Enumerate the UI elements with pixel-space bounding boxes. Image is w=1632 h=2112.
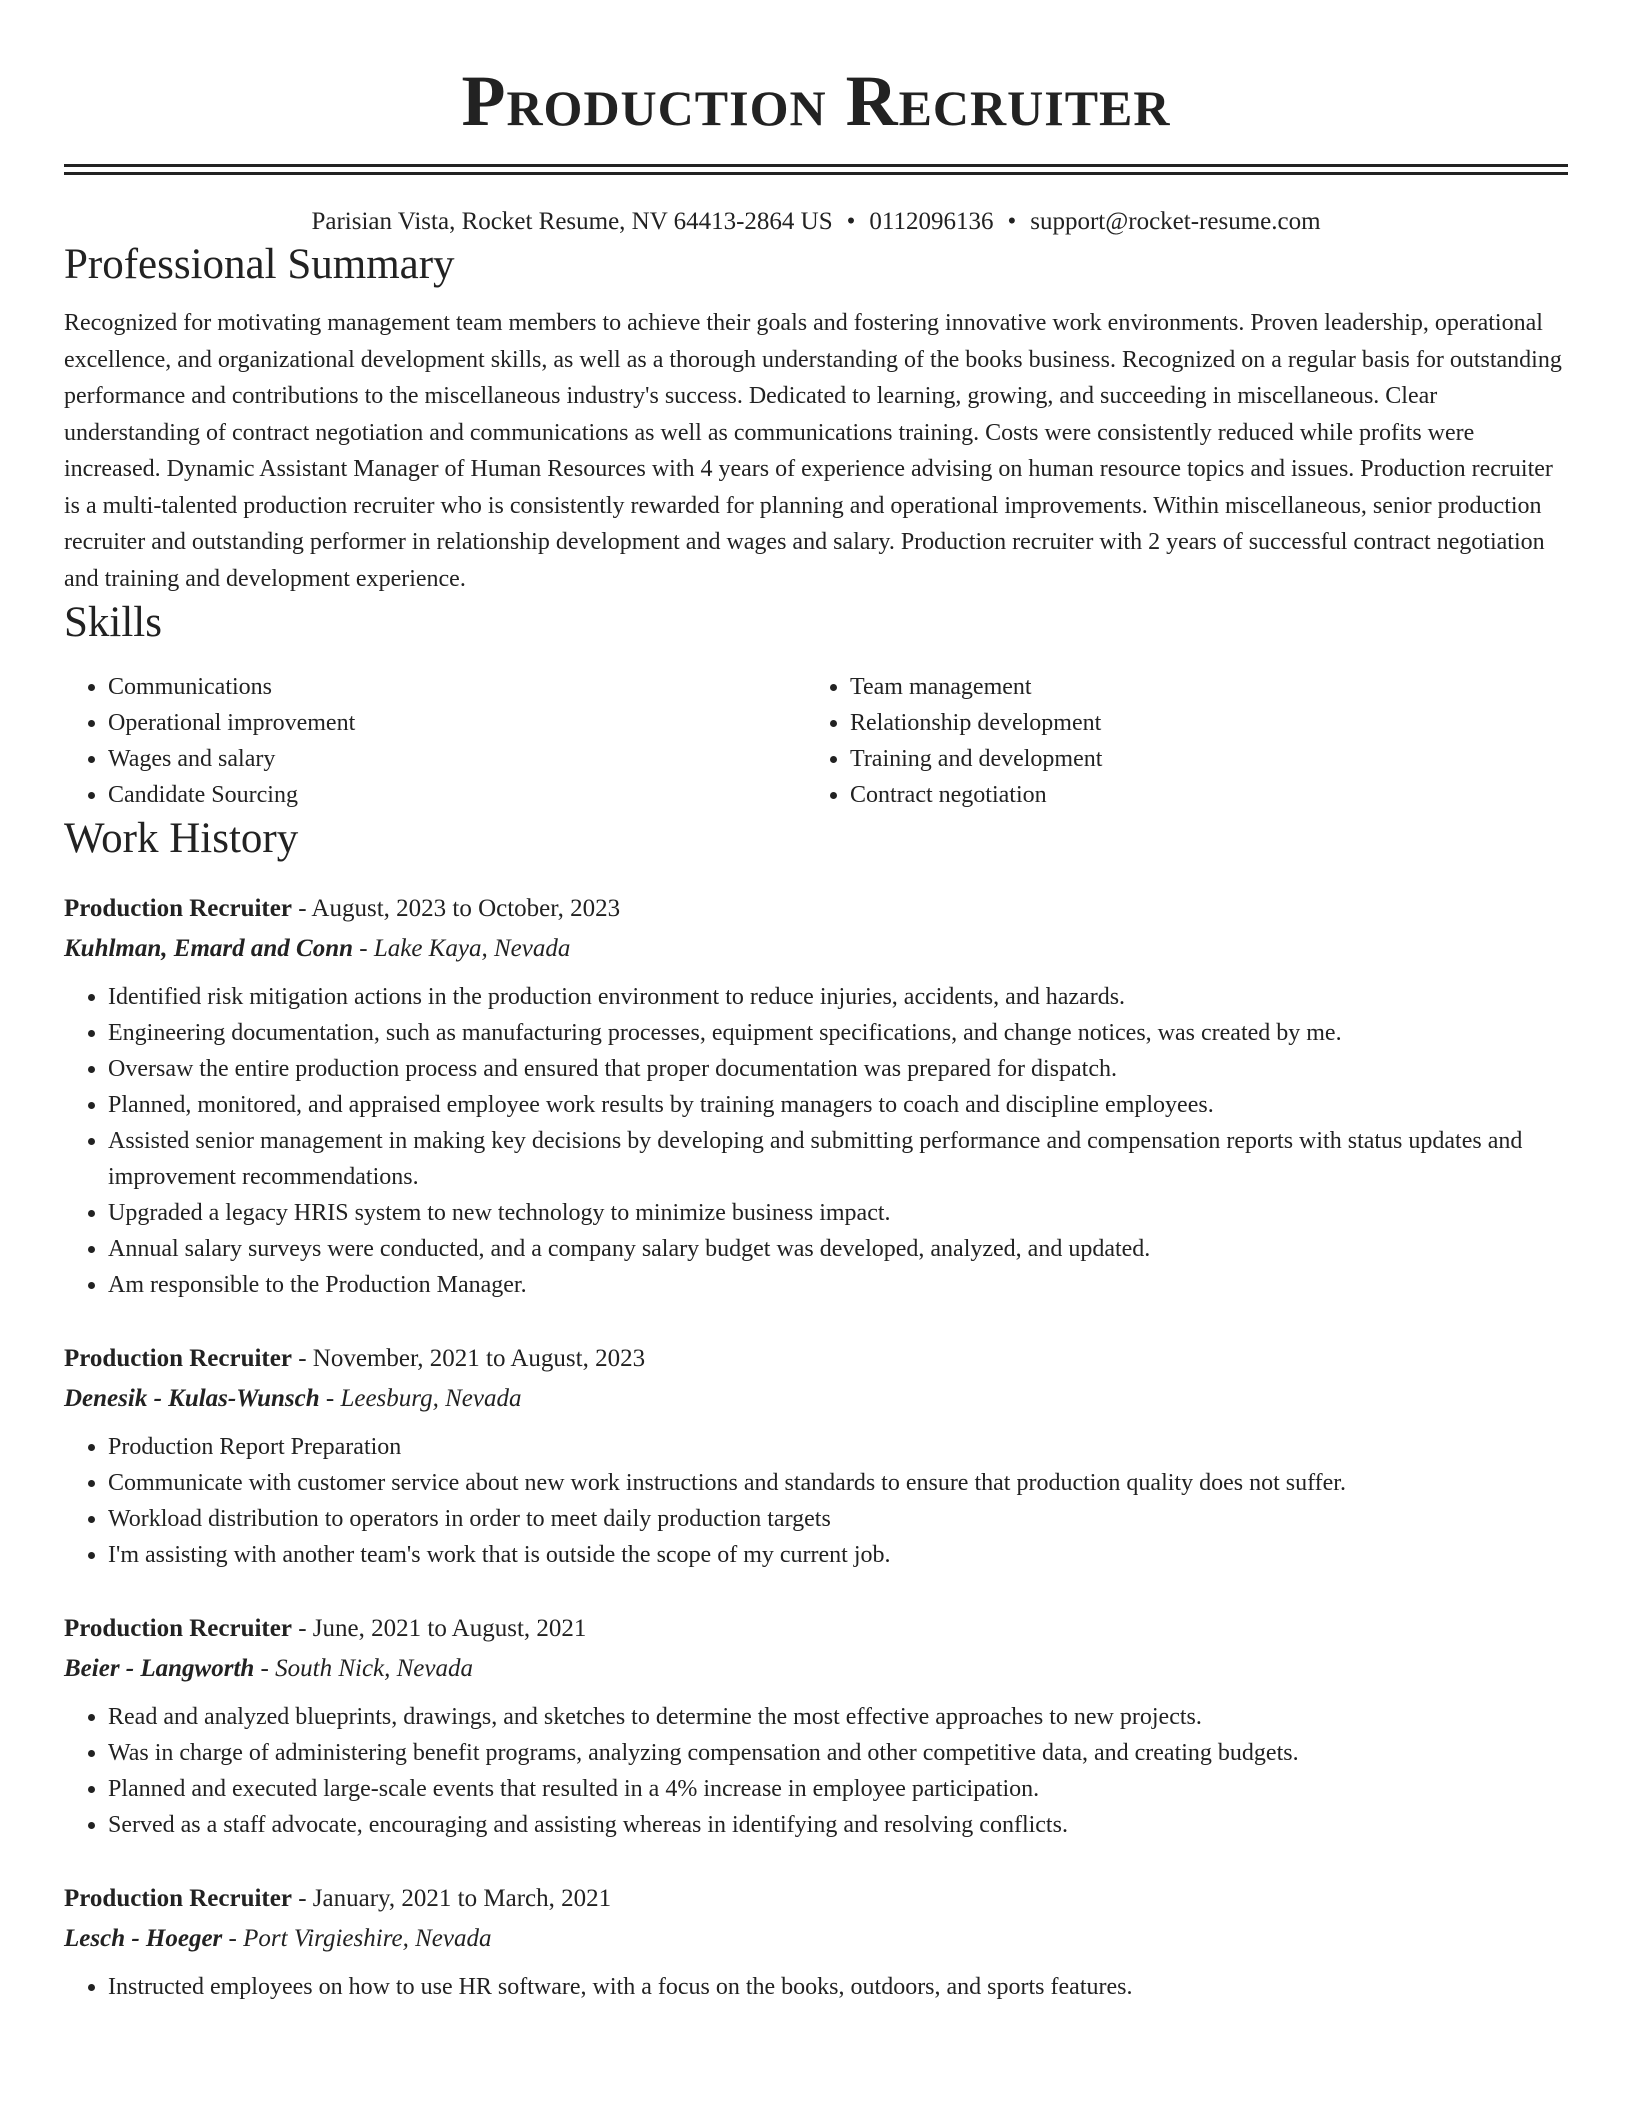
skill-item: • Team management <box>850 669 1548 705</box>
job-duty-item: • Production Report Preparation <box>108 1429 1568 1465</box>
job-duty-item: • Planned and executed large-scale events that resulted in a 4% increase in employee participation. <box>108 1771 1568 1807</box>
job-duties <box>64 1699 1568 1843</box>
job-company: Lesch - Hoeger <box>64 1925 223 1952</box>
job-title: Production Recruiter <box>64 1345 292 1372</box>
skill-item: • Candidate Sourcing <box>108 777 806 813</box>
contact-separator: • <box>846 208 856 235</box>
skill-item: • Wages and salary <box>108 741 806 777</box>
job-header <box>64 889 1568 929</box>
job-dates: - June, 2021 to August, 2021 <box>291 1615 587 1642</box>
job-duty-item: • Identified risk mitigation actions in the production environment to reduce injuries, accidents, and hazards. <box>108 979 1568 1015</box>
skill-item: • Communications <box>108 669 806 705</box>
skill-item: • Training and development <box>850 741 1548 777</box>
job-duty-item: • Was in charge of administering benefit programs, analyzing compensation and other competitive data, and creating budgets. <box>108 1735 1568 1771</box>
contact-separator: • <box>1007 208 1017 235</box>
contact-address: Parisian Vista, Rocket Resume, NV 64413-2864 US <box>311 208 833 235</box>
job-dates: - November, 2021 to August, 2023 <box>291 1345 646 1372</box>
job-duty-item: • Served as a staff advocate, encouraging and assisting whereas in identifying and resolving conflicts. <box>108 1807 1568 1843</box>
job-title: Production Recruiter <box>64 895 292 922</box>
skills-column-right <box>806 669 1548 813</box>
job-dates: - January, 2021 to March, 2021 <box>291 1885 612 1912</box>
job-duty-item: • Annual salary surveys were conducted, and a company salary budget was developed, analyzed, and updated. <box>108 1231 1568 1267</box>
skills-column-left <box>64 669 806 813</box>
job-company: Kuhlman, Emard and Conn <box>64 935 354 962</box>
candidate-name: Production Recruiter <box>461 61 1171 141</box>
job-duty-item: • Assisted senior management in making key decisions by developing and submitting performance and compensation reports with status updates and improvement recommendations. <box>108 1123 1568 1195</box>
job-employer <box>64 1379 1568 1419</box>
job-entry <box>64 1609 1568 1843</box>
header-divider <box>64 164 1568 175</box>
job-header <box>64 1339 1568 1379</box>
skills-heading: Skills <box>64 599 162 646</box>
job-entry <box>64 889 1568 1303</box>
job-location: - Lake Kaya, Nevada <box>353 935 571 962</box>
skill-item: • Relationship development <box>850 705 1548 741</box>
job-company: Denesik - Kulas-Wunsch <box>64 1385 320 1412</box>
job-location: - Port Virgieshire, Nevada <box>222 1925 492 1952</box>
job-title: Production Recruiter <box>64 1615 292 1642</box>
job-employer <box>64 1649 1568 1689</box>
job-entry <box>64 1879 1568 2005</box>
skills-list <box>64 669 1568 813</box>
job-company: Beier - Langworth <box>64 1655 255 1682</box>
job-duty-item: • Planned, monitored, and appraised employee work results by training managers to coach and discipline employees. <box>108 1087 1568 1123</box>
job-duty-item: • Upgraded a legacy HRIS system to new technology to minimize business impact. <box>108 1195 1568 1231</box>
job-duties <box>64 979 1568 1303</box>
job-duty-item: • Am responsible to the Production Manager. <box>108 1267 1568 1303</box>
job-duty-item: • Read and analyzed blueprints, drawings, and sketches to determine the most effective approaches to new projects. <box>108 1699 1568 1735</box>
contact-phone: 0112096136 <box>869 208 994 235</box>
job-header <box>64 1609 1568 1649</box>
contact-line <box>64 205 1568 239</box>
job-entry <box>64 1339 1568 1573</box>
job-employer <box>64 1919 1568 1959</box>
job-duty-item: • Engineering documentation, such as manufacturing processes, equipment specifications, and change notices, was created by me. <box>108 1015 1568 1051</box>
skill-item: • Contract negotiation <box>850 777 1548 813</box>
skill-item: • Operational improvement <box>108 705 806 741</box>
job-duty-item: • Oversaw the entire production process and ensured that proper documentation was prepared for dispatch. <box>108 1051 1568 1087</box>
job-duty-item: • Instructed employees on how to use HR software, with a focus on the books, outdoors, and sports features. <box>108 1969 1568 2005</box>
job-location: - South Nick, Nevada <box>254 1655 473 1682</box>
job-duty-item: • I'm assisting with another team's work that is outside the scope of my current job. <box>108 1537 1568 1573</box>
job-duties <box>64 1969 1568 2005</box>
contact-email: support@rocket-resume.com <box>1030 208 1321 235</box>
job-employer <box>64 929 1568 969</box>
job-dates: - August, 2023 to October, 2023 <box>291 895 621 922</box>
job-duty-item: • Workload distribution to operators in order to meet daily production targets <box>108 1501 1568 1537</box>
job-location: - Leesburg, Nevada <box>319 1385 522 1412</box>
job-duties <box>64 1429 1568 1573</box>
job-duty-item: • Communicate with customer service about new work instructions and standards to ensure that production quality does not suffer. <box>108 1465 1568 1501</box>
summary-text: Recognized for motivating management team members to achieve their goals and fostering innovative work environments. Proven leadership, operational excellence, and organizational development skills, as well as a thorough understanding of the books business. Recognized on a regular basis for outstanding performance and contributions to the miscellaneous industry's success. Dedicated to learning, growing, and succeeding in miscellaneous. Clear understanding of contract negotiation and communications as well as communications training. Costs were consistently reduced while profits were increased. Dynamic Assistant Manager of Human Resources with 4 years of experience advising on human resource topics and issues. Production recruiter is a multi-talented production recruiter who is consistently rewarded for planning and operational improvements. Within miscellaneous, senior production recruiter and outstanding performer in relationship development and wages and salary. Production recruiter with 2 years of successful contract negotiation and training and development experience. <box>64 310 1562 592</box>
summary-heading: Professional Summary <box>64 241 455 288</box>
job-header <box>64 1879 1568 1919</box>
work-history-heading: Work History <box>64 815 299 862</box>
job-title: Production Recruiter <box>64 1885 292 1912</box>
